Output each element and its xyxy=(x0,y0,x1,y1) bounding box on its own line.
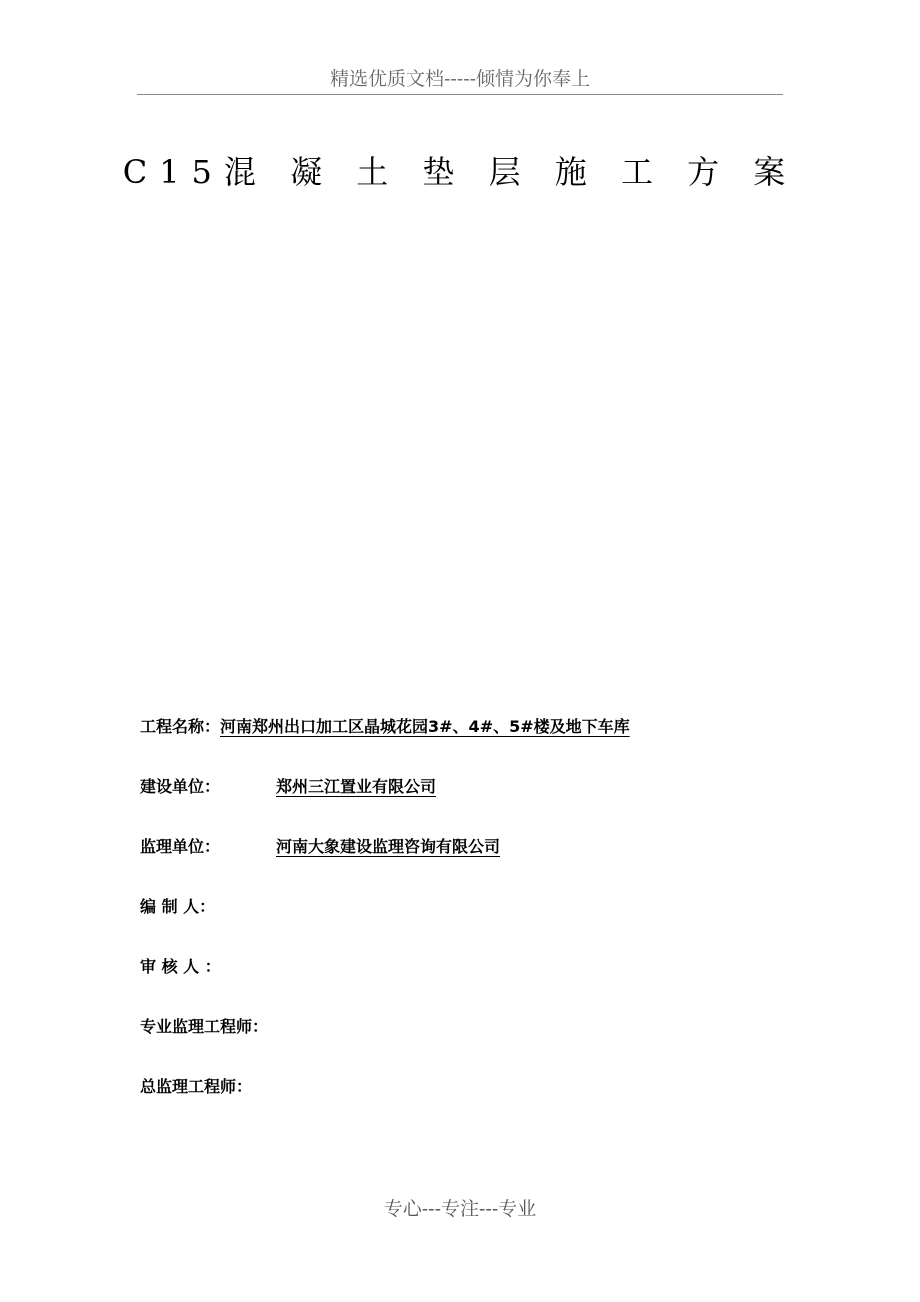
document-title: C15混 凝 土 垫 层 施 工 方 案 xyxy=(122,153,798,191)
supervision-unit-value-wrap xyxy=(220,837,500,856)
field-reviewer xyxy=(140,954,840,1014)
field-project-name xyxy=(140,714,840,774)
construction-unit-value: 郑州三江置业有限公司 xyxy=(276,777,437,796)
specialty-engineer-label: 专业监理工程师： xyxy=(140,1017,269,1036)
construction-unit-value-wrap xyxy=(220,777,436,796)
page-footer: 专心---专注---专业 xyxy=(383,1198,537,1220)
construction-unit-label: 建设单位： xyxy=(140,777,221,796)
field-supervision-unit xyxy=(140,834,840,894)
supervision-unit-label: 监理单位： xyxy=(140,837,221,856)
compiler-label: 编 制 人： xyxy=(140,897,216,916)
field-specialty-engineer xyxy=(140,1014,840,1074)
field-chief-engineer xyxy=(140,1074,840,1134)
header-divider xyxy=(137,94,783,95)
page-header: 精选优质文档-----倾情为你奉上 xyxy=(329,68,591,90)
project-info-fields xyxy=(140,714,840,1134)
supervision-unit-value: 河南大象建设监理咨询有限公司 xyxy=(276,837,501,856)
project-name-value: 河南郑州出口加工区晶城花园3#、4#、5#楼及地下车库 xyxy=(220,717,630,736)
project-name-label: 工程名称： xyxy=(140,717,221,736)
chief-engineer-label: 总监理工程师： xyxy=(140,1077,253,1096)
field-compiler xyxy=(140,894,840,954)
field-construction-unit xyxy=(140,774,840,834)
reviewer-label: 审 核 人 ： xyxy=(140,957,221,976)
